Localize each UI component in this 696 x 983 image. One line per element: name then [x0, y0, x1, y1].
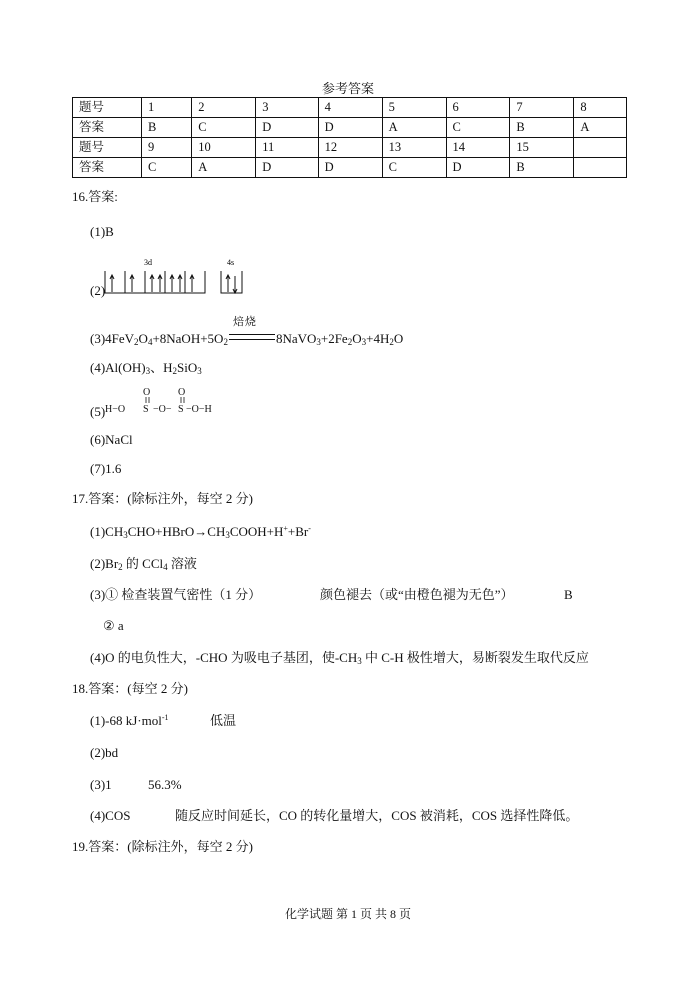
table-cell: D [256, 118, 318, 138]
q18-answer-2: (2)bd [90, 745, 119, 760]
svg-text:O: O [178, 387, 186, 398]
table-cell: B [510, 118, 574, 138]
page-footer: 化学试题 第 1 页 共 8 页 [284, 907, 411, 921]
q18-answer-1-extra: 低温 [210, 713, 237, 728]
table-row-header: 题号 [73, 138, 142, 158]
table-cell: 6 [446, 98, 510, 118]
table-cell: 13 [382, 138, 446, 158]
q16-header: 16.答案: [72, 189, 118, 204]
table-cell: 3 [256, 98, 318, 118]
svg-text:−O−: −O− [153, 404, 172, 415]
table-cell: C [192, 118, 256, 138]
reaction-arrow [228, 316, 276, 347]
table-cell: D [446, 158, 510, 178]
q19-header: 19.答案：(除标注外，每空 2 分) [72, 839, 253, 854]
table-cell [574, 158, 627, 178]
q16-answer-3: $(3)4FeV_2O_4+8NaOH+5O_2$ 焙烧 $8NaVO_3+2Fe_2O_3+4H_2O$ [90, 316, 404, 347]
q16-answer-5-label: (5) [90, 404, 106, 419]
table-cell: 10 [192, 138, 256, 158]
svg-text:−O−H: −O−H [186, 404, 212, 415]
q16-answer-1: (1)B [90, 224, 114, 239]
q17-answer-4: (4)O 的电负性大，-CHO 为吸电子基团，使$-CH_3$ 中 C-H 极性增大，易断裂发生取代反应 [90, 650, 589, 666]
svg-text:S: S [178, 404, 184, 415]
table-cell: C [446, 118, 510, 138]
svg-text:O: O [143, 387, 151, 398]
svg-text:H−O: H−O [105, 404, 126, 415]
table-row-header: 答案 [73, 158, 142, 178]
table-cell: 4 [318, 98, 382, 118]
table-cell: 14 [446, 138, 510, 158]
q18-answer-3a: (3)1 [90, 777, 112, 792]
q18-answer-4a: (4)COS [90, 808, 131, 823]
q18-answer-1: (1)-68 kJ·mol$^{-1}$ [90, 713, 169, 728]
table-cell: 8 [574, 98, 627, 118]
table-row-header: 题号 [73, 98, 142, 118]
table-cell: C [382, 158, 446, 178]
table-cell: C [142, 158, 192, 178]
table-cell: A [192, 158, 256, 178]
reaction-condition: 焙烧 [232, 316, 257, 328]
table-cell: D [318, 118, 382, 138]
table-cell: 12 [318, 138, 382, 158]
table-row [73, 138, 627, 158]
svg-text:S: S [143, 404, 149, 415]
q18-answer-3b: 56.3% [148, 777, 182, 792]
table-cell: 15 [510, 138, 574, 158]
table-cell: A [382, 118, 446, 138]
table-cell [574, 138, 627, 158]
table-cell: A [574, 118, 627, 138]
table-cell: B [510, 158, 574, 178]
q17-header: 17.答案：(除标注外，每空 2 分) [72, 491, 253, 506]
q16-answer-6: (6)NaCl [90, 432, 133, 447]
structural-formula [104, 386, 234, 422]
q17-answer-3b: 颜色褪去（或“由橙色褪为无色”） [320, 587, 514, 602]
q17-answer-3-sub2: ② a [103, 618, 124, 633]
table-cell: 11 [256, 138, 318, 158]
orbital-diagram [104, 256, 254, 300]
q16-answer-7: (7)1.6 [90, 461, 122, 476]
answer-table [72, 97, 627, 178]
table-row [73, 118, 627, 138]
q17-answer-2: $(2)Br_2$ 的 CCl$_4$ 溶液 [90, 556, 197, 572]
q18-header: 18.答案：(每空 2 分) [72, 681, 188, 696]
table-cell: 9 [142, 138, 192, 158]
page-title: 参考答案 [321, 81, 374, 96]
table-row [73, 158, 627, 178]
table-cell: B [142, 118, 192, 138]
table-row [73, 98, 627, 118]
q16-answer-2-label: (2) [90, 283, 106, 298]
orbital-3d-label: 3d [144, 258, 152, 267]
q17-answer-1: $(1)CH_3CHO+HBrO\to CH_3COOH+H^++Br^-$ [90, 524, 311, 540]
q17-answer-3a: (3)① 检查装置气密性（1 分） [90, 587, 262, 602]
table-cell: D [318, 158, 382, 178]
table-cell: D [256, 158, 318, 178]
table-cell: 5 [382, 98, 446, 118]
table-row-header: 答案 [73, 118, 142, 138]
electron-arrows [110, 275, 237, 293]
table-cell: 2 [192, 98, 256, 118]
q18-answer-4b: 随反应时间延长，CO 的转化量增大，COS 被消耗，COS 选择性降低。 [175, 808, 579, 823]
q17-answer-3c: B [564, 587, 573, 602]
orbital-4s-label: 4s [227, 258, 235, 267]
table-cell: 7 [510, 98, 574, 118]
q16-answer-4: $(4)Al(OH)_3$、$H_2SiO_3$ [90, 360, 202, 376]
table-cell: 1 [142, 98, 192, 118]
